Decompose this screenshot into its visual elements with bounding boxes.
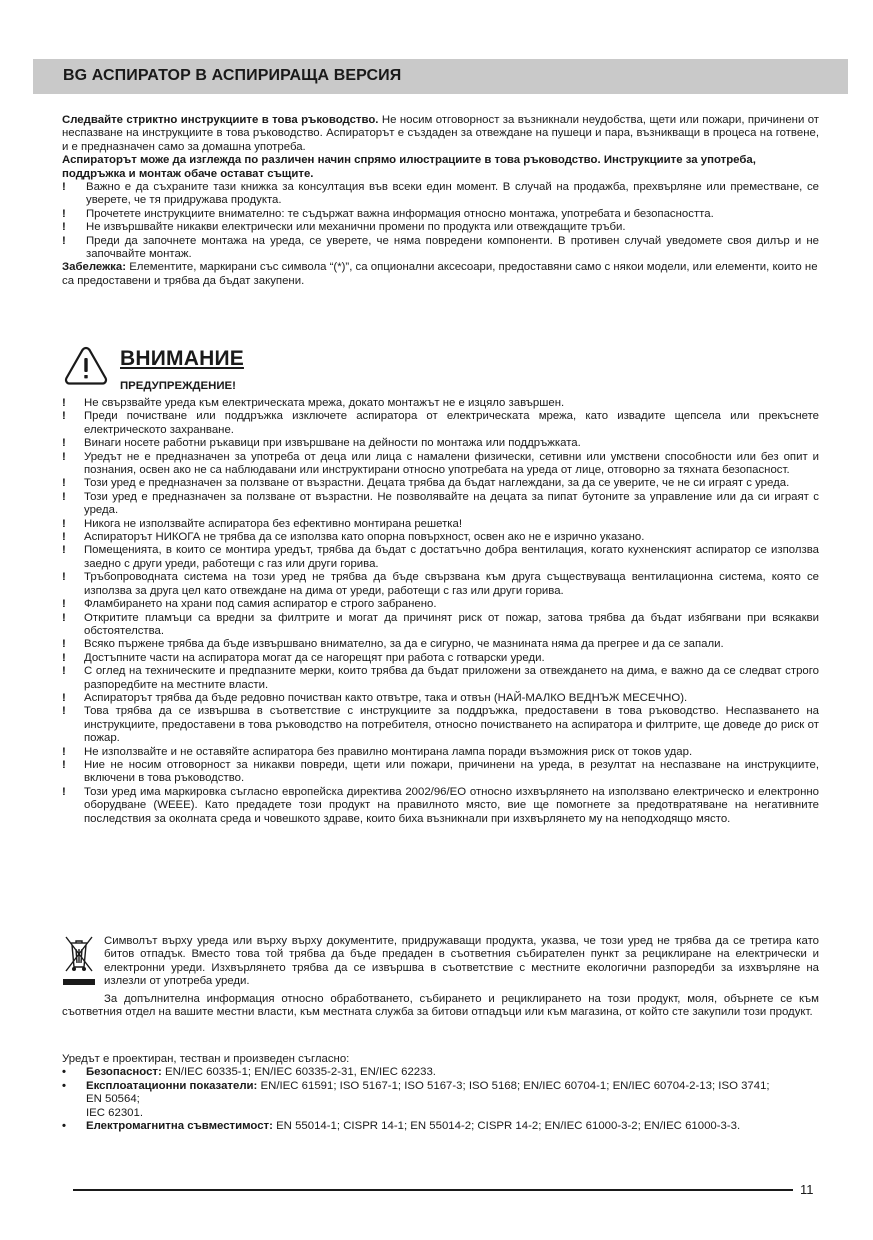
exclamation-mark-icon: ! — [62, 705, 66, 718]
exclamation-mark-icon: ! — [62, 517, 66, 530]
exclamation-mark-icon: ! — [62, 665, 66, 678]
bullet-text: С оглед на техническите и предпазните мерки, които трябва да бъдат приложени за отвеждането на дима, е важно да се следват строго разпоредбите на местните власти. — [84, 665, 819, 691]
warning-list — [62, 397, 819, 826]
section-header-bar — [33, 59, 848, 94]
crossed-bin-icon — [62, 933, 96, 987]
illustration-disclaimer: Аспираторът може да изглежда по различен начин спрямо илюстрациите в това ръководство. Инструкциите за употреба, поддръжка и монтаж обаче остават същите. — [62, 154, 756, 180]
bullet-item — [62, 531, 819, 544]
bullet-text: Този уред има маркировка съгласно европейска директива 2002/96/ЕО относно изхвърлянето на използвано електрическо и електронно оборудване (WEEE). Като предадете този продукт на правилното място, вие ще помогнете за предотвратяване на негативните последствия за околната среда и човешкото здраве, които биха възникнали при изхвърлянето му на неподходящо място. — [84, 785, 819, 825]
standard-performance — [62, 1080, 819, 1120]
bullet-text: Ние не носим отговорност за никакви повреди, щети или пожари, причинени на уреда, в резултат на неспазване на инструкциите, включени в това ръководство. — [84, 758, 819, 785]
bullet-item — [62, 705, 819, 745]
bullet-text: Този уред е предназначен за ползване от възрастни. Децата трябва да бъдат наглеждани, за да се уверите, че не си играят с уреда. — [84, 477, 790, 490]
standards-intro: Уредът е проектиран, тестван и произведен съгласно: — [62, 1053, 350, 1065]
bullet-item — [62, 612, 819, 639]
exclamation-mark-icon: ! — [62, 181, 66, 194]
exclamation-mark-icon: ! — [62, 410, 66, 423]
bullet-dot: • — [62, 1120, 66, 1133]
exclamation-mark-icon: ! — [62, 745, 66, 758]
exclamation-mark-icon: ! — [62, 598, 66, 611]
bullet-text: Всяко пържене трябва да бъде извършвано внимателно, за да е сигурно, че мазнината няма да прегрее и да се запали. — [84, 638, 724, 651]
bullet-text: Фламбирането на храни под самия аспиратор е строго забранено. — [84, 598, 437, 611]
page-number: 11 — [800, 1182, 814, 1197]
bullet-item — [62, 437, 819, 450]
warning-triangle-icon — [63, 345, 109, 387]
performance-standards: EN/IEC 61591; ISO 5167-1; ISO 5167-3; ISO 5168; EN/IEC 60704-1; EN/IEC 60704-2-13; ISO 3741; — [257, 1079, 770, 1092]
bullet-item — [62, 746, 819, 759]
bullet-item — [62, 571, 819, 598]
exclamation-mark-icon: ! — [62, 234, 66, 247]
bullet-text: Важно е да съхраните тази книжка за консултация във всеки един момент. В случай на продажба, прехвърляне или преместване, се уверете, че тя придружава продукта. — [86, 181, 819, 207]
intro-emphasis: Следвайте стриктно инструкциите в това ръководство. — [62, 114, 379, 126]
bullet-item — [62, 598, 819, 611]
bullet-text: Никога не използвайте аспиратора без ефективно монтирана решетка! — [84, 517, 463, 530]
safety-label: Безопасност: — [86, 1066, 162, 1079]
bullet-text: Прочетете инструкциите внимателно: те съдържат важна информация относно монтажа, употребата и безопасността. — [86, 207, 714, 220]
exclamation-mark-icon: ! — [62, 490, 66, 503]
intro-section — [62, 114, 819, 288]
bullet-item — [62, 544, 819, 571]
bullet-item — [62, 208, 819, 221]
bullet-text: Винаги носете работни ръкавици при извършване на дейности по монтажа или поддръжката. — [84, 437, 581, 450]
bullet-text: Не извършвайте никакви електрически или механични промени по продукта или отвеждащите тръби. — [86, 221, 626, 234]
bullet-text: Преди почистване или поддръжка изключете аспиратора от електрическата мрежа, като извадите щепсела или прекъснете електрическото захранване. — [84, 410, 819, 436]
exclamation-mark-icon: ! — [62, 571, 66, 584]
standards-section — [62, 1053, 819, 1133]
bullet-text: Тръбопроводната система на този уред не трябва да бъде свързвана към друга съществуваща вентилационна система, която се използва за друга цел като отвеждане на дима от уреди, работещи с газ или други горива. — [84, 571, 819, 597]
bullet-item — [62, 477, 819, 490]
bullet-text: Този уред е предназначен за ползване от възрастни. Не позволявайте на децата за пипат бутоните за управление или да си играят с уреда. — [84, 490, 819, 517]
footer-divider — [73, 1189, 793, 1191]
exclamation-mark-icon: ! — [62, 397, 66, 409]
bullet-text: Достъпните части на аспиратора могат да се нагорещят при работа с готварски уреди. — [84, 651, 545, 664]
intro-bullet-list — [62, 181, 819, 261]
exclamation-mark-icon: ! — [62, 651, 66, 664]
emc-standards: EN 55014-1; CISPR 14-1; EN 55014-2; CISPR 14-2; EN/IEC 61000-3-2; EN/IEC 61000-3-3. — [272, 1120, 741, 1133]
bullet-item — [62, 786, 819, 826]
exclamation-mark-icon: ! — [62, 544, 66, 557]
bullet-item — [62, 221, 819, 234]
exclamation-mark-icon: ! — [62, 477, 66, 490]
bullet-item — [62, 652, 819, 665]
bullet-item — [62, 451, 819, 478]
bullet-item — [62, 692, 819, 705]
emc-label: Електромагнитна съвместимост: — [86, 1120, 273, 1133]
bullet-item — [62, 665, 819, 692]
section-title: BG АСПИРАТОР В АСПИРИРАЩА ВЕРСИЯ — [63, 67, 402, 84]
standard-safety — [62, 1066, 819, 1079]
note-paragraph — [62, 261, 819, 288]
exclamation-mark-icon: ! — [62, 758, 66, 771]
note-text: Елементите, маркирани със символа “(*)”, са опционални аксесоари, предоставяни само с някои модели, или елементи, които не са предоставени и трябва да бъдат закупени. — [62, 261, 818, 287]
bullet-item — [62, 410, 819, 437]
bullet-item — [62, 638, 819, 651]
bullet-item — [62, 235, 819, 262]
warning-subtitle: ПРЕДУПРЕЖДЕНИЕ! — [120, 380, 236, 392]
intro-paragraph — [62, 114, 819, 154]
standard-emc — [62, 1120, 819, 1133]
weee-paragraph: Символът върху уреда или върху върху документите, придружаващи продукта, указва, че този уред не трябва да се третира като битов отпадък. Вместо това той трябва да бъде предаден в съответния събирателен пункт за рециклиране на електрически и електронни уреди. Изхвърлянето трябва да се извършва в съответствие с местните екологични разпоредби за изхвърляне на излезли от употреба уреди. — [104, 935, 819, 988]
exclamation-mark-icon: ! — [62, 221, 66, 234]
intro-text: Не носим отговорност за възникнали неудобства, щети или пожари, причинени от неспазване на инструкциите в това ръководство. Аспираторът е създаден за отвеждане на пушеци и пара, възникващи в процеса на готвене, и е предназначен само за домашна употреба. — [62, 114, 820, 153]
exclamation-mark-icon: ! — [62, 638, 66, 651]
bullet-dot: • — [62, 1079, 66, 1092]
bullet-item — [62, 181, 819, 208]
bullet-item — [62, 759, 819, 786]
exclamation-mark-icon: ! — [62, 691, 66, 704]
exclamation-mark-icon: ! — [62, 611, 66, 624]
bullet-dot: • — [62, 1066, 66, 1079]
performance-standards-line2: EN 50564; — [86, 1093, 140, 1106]
exclamation-mark-icon: ! — [62, 437, 66, 450]
bullet-item — [62, 518, 819, 531]
note-label: Забележка: — [62, 261, 127, 274]
safety-standards: EN/IEC 60335-1; EN/IEC 60335-2-31, EN/IEC 62233. — [161, 1066, 436, 1079]
bullet-text: Аспираторът трябва да бъде редовно почистван както отвътре, така и отвън (НАЙ-МАЛКО ВЕДНЪЖ МЕСЕЧНО). — [84, 691, 688, 704]
weee-info-paragraph: За допълнителна информация относно обработването, събирането и рециклирането на този продукт, моля, обърнете се към съответния отдел на вашите местни власти, към местната служба за битови отпадъци или към магазина, от който сте закупили този продукт. — [62, 993, 819, 1019]
warning-title: ВНИМАНИЕ — [120, 347, 244, 370]
bullet-text: Аспираторът НИКОГА не трябва да се използва като опорна повърхност, освен ако не е изрично указано. — [84, 531, 645, 544]
bullet-text: Уредът не е предназначен за употреба от деца или лица с намалени физически, сетивни или умствени способности или без опит и познания, освен ако не са наблюдавани или инструктирани относно употребата на уреда от лице, отговорно за тяхната безопасност. — [84, 450, 819, 477]
bullet-text: Не свързвайте уреда към електрическата мрежа, докато монтажът не е изцяло завършен. — [84, 397, 565, 409]
bullet-item — [62, 491, 819, 518]
bullet-text: Преди да започнете монтажа на уреда, се уверете, че няма повредени компоненти. В противен случай уведомете своя дилър и не започвайте монтаж. — [86, 234, 819, 261]
exclamation-mark-icon: ! — [62, 785, 66, 798]
bullet-text: Това трябва да се извършва в съответствие с инструкциите за поддръжка, предоставени в това ръководство. Неспазването на инструкциите, предоставени в това ръководство на потребителя, относно почистването на аспиратора и филтрите, ще доведе до риск от пожар. — [84, 705, 819, 745]
exclamation-mark-icon: ! — [62, 450, 66, 463]
exclamation-mark-icon: ! — [62, 207, 66, 220]
exclamation-mark-icon: ! — [62, 531, 66, 544]
performance-standards-line3: IEC 62301. — [86, 1106, 143, 1119]
bullet-item — [62, 397, 819, 410]
performance-label: Експлоатационни показатели: — [86, 1079, 258, 1092]
bullet-text: Помещенията, в които се монтира уредът, трябва да бъдат с достатъчно добра вентилация, когато кухненският аспиратор се използва заедно с други уреди, работещи с газ или други горива. — [84, 544, 819, 570]
bullet-text: Откритите пламъци са вредни за филтрите и могат да причинят риск от пожар, затова трябва да бъдат избягвани при всякакви обстоятелства. — [84, 611, 819, 637]
bullet-text: Не използвайте и не оставяйте аспиратора без правилно монтирана лампа поради възможния риск от токов удар. — [84, 745, 693, 758]
